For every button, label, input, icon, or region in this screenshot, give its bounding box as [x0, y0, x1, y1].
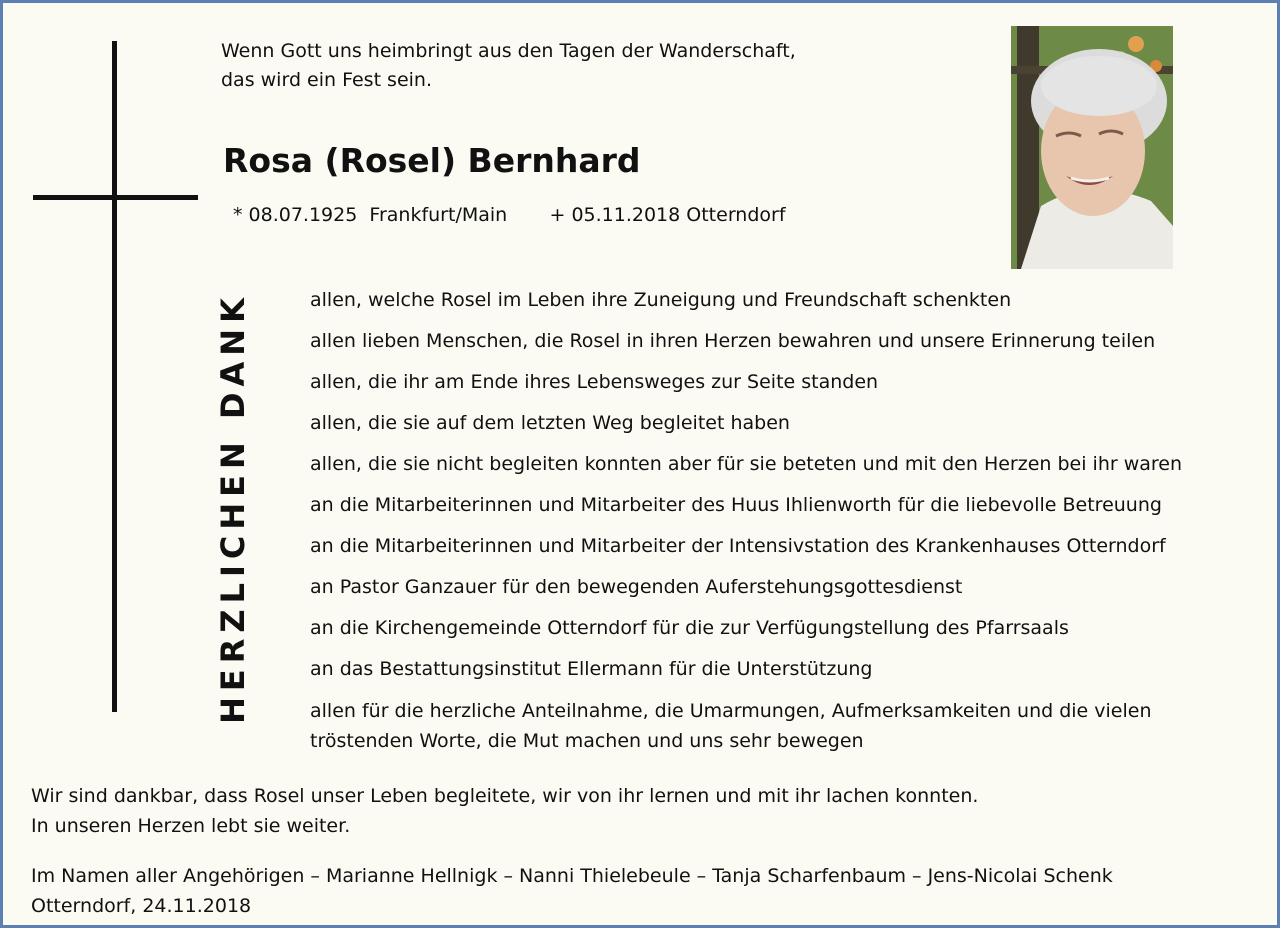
- portrait-illustration: [1011, 26, 1173, 269]
- thanks-item: an das Bestattungsinstitut Ellermann für die Unterstützung: [310, 658, 873, 680]
- cross-horizontal-bar: [33, 195, 198, 200]
- verse-line: Wenn Gott uns heimbringt aus den Tagen der Wanderschaft,: [221, 40, 796, 62]
- verse: [221, 37, 796, 95]
- thanks-item-line: allen für die herzliche Anteilnahme, die Umarmungen, Aufmerksamkeiten und die vielen: [310, 700, 1152, 722]
- thanks-item: an die Kirchengemeinde Otterndorf für die zur Verfügungstellung des Pfarrsaals: [310, 617, 1069, 639]
- thanks-item: an Pastor Ganzauer für den bewegenden Auferstehungsgottesdienst: [310, 576, 963, 598]
- place-date: Otterndorf, 24.11.2018: [31, 895, 252, 917]
- cross-vertical-bar: [112, 41, 117, 712]
- thanks-list: [310, 286, 1270, 756]
- thanks-item: allen, die ihr am Ende ihres Lebensweges zur Seite standen: [310, 371, 879, 393]
- thanks-item: [310, 696, 1270, 756]
- birth-date: * 08.07.1925 Frankfurt/Main: [233, 204, 508, 226]
- closing-line: Wir sind dankbar, dass Rosel unser Leben begleitete, wir von ihr lernen und mit ihr lachen konnten.: [31, 785, 979, 807]
- verse-line: das wird ein Fest sein.: [221, 69, 433, 91]
- signature-names: Im Namen aller Angehörigen – Marianne Hellnigk – Nanni Thielebeule – Tanja Scharfenbaum – Jens-Nicolai Schenk: [31, 865, 1113, 887]
- thanks-item: an die Mitarbeiterinnen und Mitarbeiter des Huus Ihlienworth für die liebevolle Betreuung: [310, 494, 1162, 516]
- life-dates: [233, 204, 786, 226]
- thanks-item: allen, die sie nicht begleiten konnten aber für sie beteten und mit den Herzen bei ihr waren: [310, 453, 1183, 475]
- deceased-name: Rosa (Rosel) Bernhard: [223, 141, 641, 180]
- closing-line: In unseren Herzen lebt sie weiter.: [31, 815, 351, 837]
- thanks-item: allen, welche Rosel im Leben ihre Zuneigung und Freundschaft schenkten: [310, 289, 1012, 311]
- thanks-item-line: tröstenden Worte, die Mut machen und uns sehr bewegen: [310, 730, 864, 752]
- thanks-item: an die Mitarbeiterinnen und Mitarbeiter der Intensivstation des Krankenhauses Otterndorf: [310, 535, 1166, 557]
- thanks-heading: HERZLICHEN DANK: [214, 292, 252, 724]
- thanks-item: allen lieben Menschen, die Rosel in ihren Herzen bewahren und unsere Erinnerung teilen: [310, 330, 1156, 352]
- portrait-photo: [1011, 26, 1173, 269]
- closing-text: [31, 781, 978, 841]
- death-date: + 05.11.2018 Otterndorf: [549, 204, 786, 226]
- thanks-item: allen, die sie auf dem letzten Weg begleitet haben: [310, 412, 790, 434]
- signature-block: [31, 861, 1113, 921]
